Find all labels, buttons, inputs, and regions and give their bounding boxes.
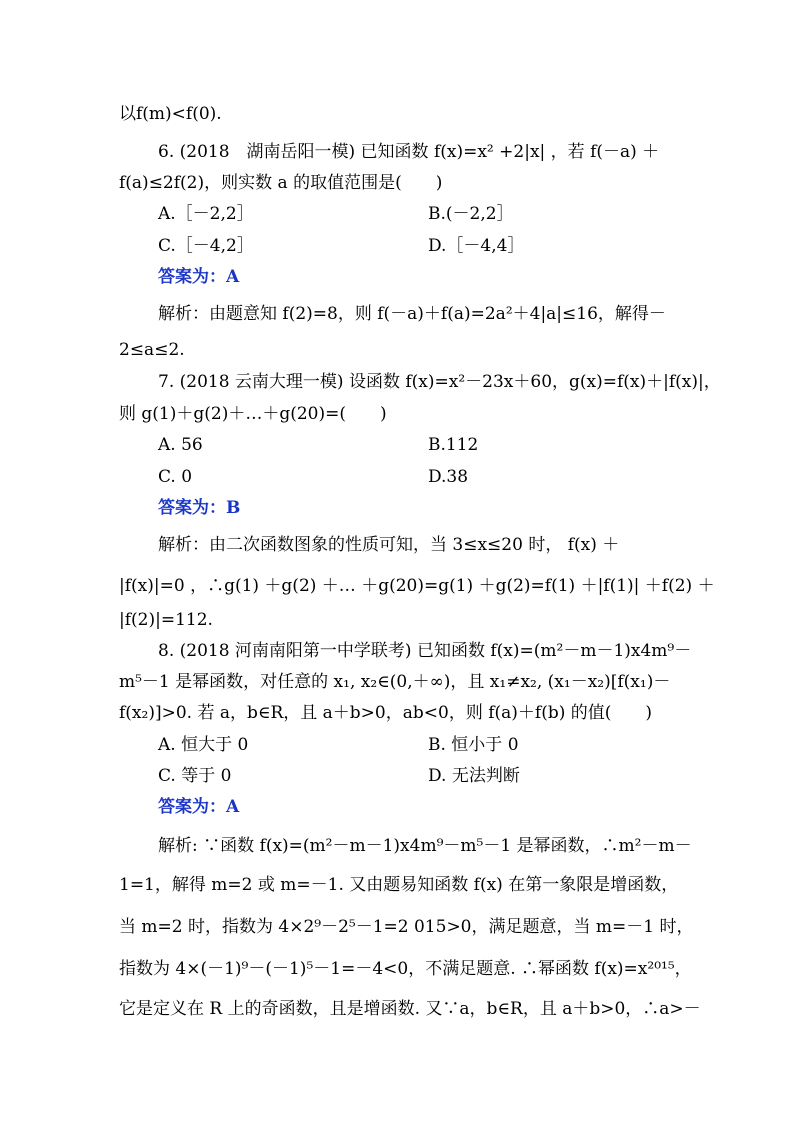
- question-8-stem: 8. (2018 河南南阳第一中学联考) 已知函数 f(x)=(m²－m－1)x4m⁹－: [158, 641, 692, 661]
- question-8-stem-cont: f(x₂)]>0. 若 a，b∈R，且 a＋b>0，ab<0，则 f(a)＋f(b) 的值( ): [119, 703, 653, 723]
- analysis-cont: 指数为 4×(－1)⁹－(－1)⁵－1=－4<0，不满足题意. ∴幂函数 f(x)=x²⁰¹⁵，: [119, 959, 692, 979]
- option-b: B.112: [428, 435, 479, 455]
- option-d: D. 无法判断: [428, 766, 520, 786]
- option-a: A. 56: [158, 435, 203, 455]
- question-7-stem: 7. (2018 云南大理一模) 设函数 f(x)=x²－23x＋60，g(x)=f(x)＋|f(x)|，: [158, 372, 721, 392]
- option-b: B.(－2,2］: [428, 204, 514, 224]
- option-d: D.［－4,4］: [428, 236, 525, 256]
- analysis-cont: 它是定义在 R 上的奇函数，且是增函数. 又∵a，b∈R，且 a＋b>0，∴a>－: [119, 999, 701, 1019]
- option-c: C.［－4,2］: [158, 236, 254, 256]
- analysis: 解析：由题意知 f(2)=8，则 f(－a)＋f(a)=2a²＋4|a|≤16，解得－: [158, 304, 666, 324]
- question-7-stem-cont: 则 g(1)＋g(2)＋…＋g(20)=( ): [119, 404, 387, 424]
- option-c: C. 等于 0: [158, 766, 232, 786]
- question-6-stem: 6. (2018 湖南岳阳一模) 已知函数 f(x)=x² +2|x| ，若 f(－a) ＋: [158, 142, 660, 162]
- question-8-stem-cont: m⁵－1 是幂函数，对任意的 x₁, x₂∈(0,＋∞)，且 x₁≠x₂, (x₁－x₂)[f(x₁)－: [119, 672, 671, 692]
- analysis: 解析: ∵函数 f(x)=(m²－m－1)x4m⁹－m⁵－1 是幂函数，∴m²－m－: [158, 836, 692, 856]
- text-line: 以f(m)<f(0).: [119, 104, 222, 124]
- analysis-cont: 1=1，解得 m=2 或 m=－1. 又由题易知函数 f(x) 在第一象限是增函数，: [119, 875, 679, 895]
- answer: 答案为：B: [158, 498, 241, 518]
- option-c: C. 0: [158, 467, 193, 487]
- analysis-cont: |f(x)|=0 ，∴g(1) ＋g(2) ＋… ＋g(20)=g(1) ＋g(2)=f(1) ＋|f(1)| ＋f(2) ＋: [119, 576, 715, 596]
- analysis: 解析：由二次函数图象的性质可知，当 3≤x≤20 时， f(x) ＋: [158, 535, 620, 555]
- answer: 答案为：A: [158, 797, 240, 817]
- analysis-cont: 当 m=2 时，指数为 4×2⁹－2⁵－1=2 015>0，满足题意，当 m=－1 时，: [119, 917, 694, 937]
- question-6-stem-cont: f(a)≤2f(2)，则实数 a 的取值范围是( ): [119, 173, 443, 193]
- option-a: A. 恒大于 0: [158, 735, 249, 755]
- analysis-cont: |f(2)|=112.: [119, 610, 213, 630]
- answer: 答案为：A: [158, 267, 240, 287]
- option-d: D.38: [428, 467, 469, 487]
- analysis-cont: 2≤a≤2.: [119, 340, 185, 360]
- option-a: A.［－2,2］: [158, 204, 254, 224]
- option-b: B. 恒小于 0: [428, 735, 519, 755]
